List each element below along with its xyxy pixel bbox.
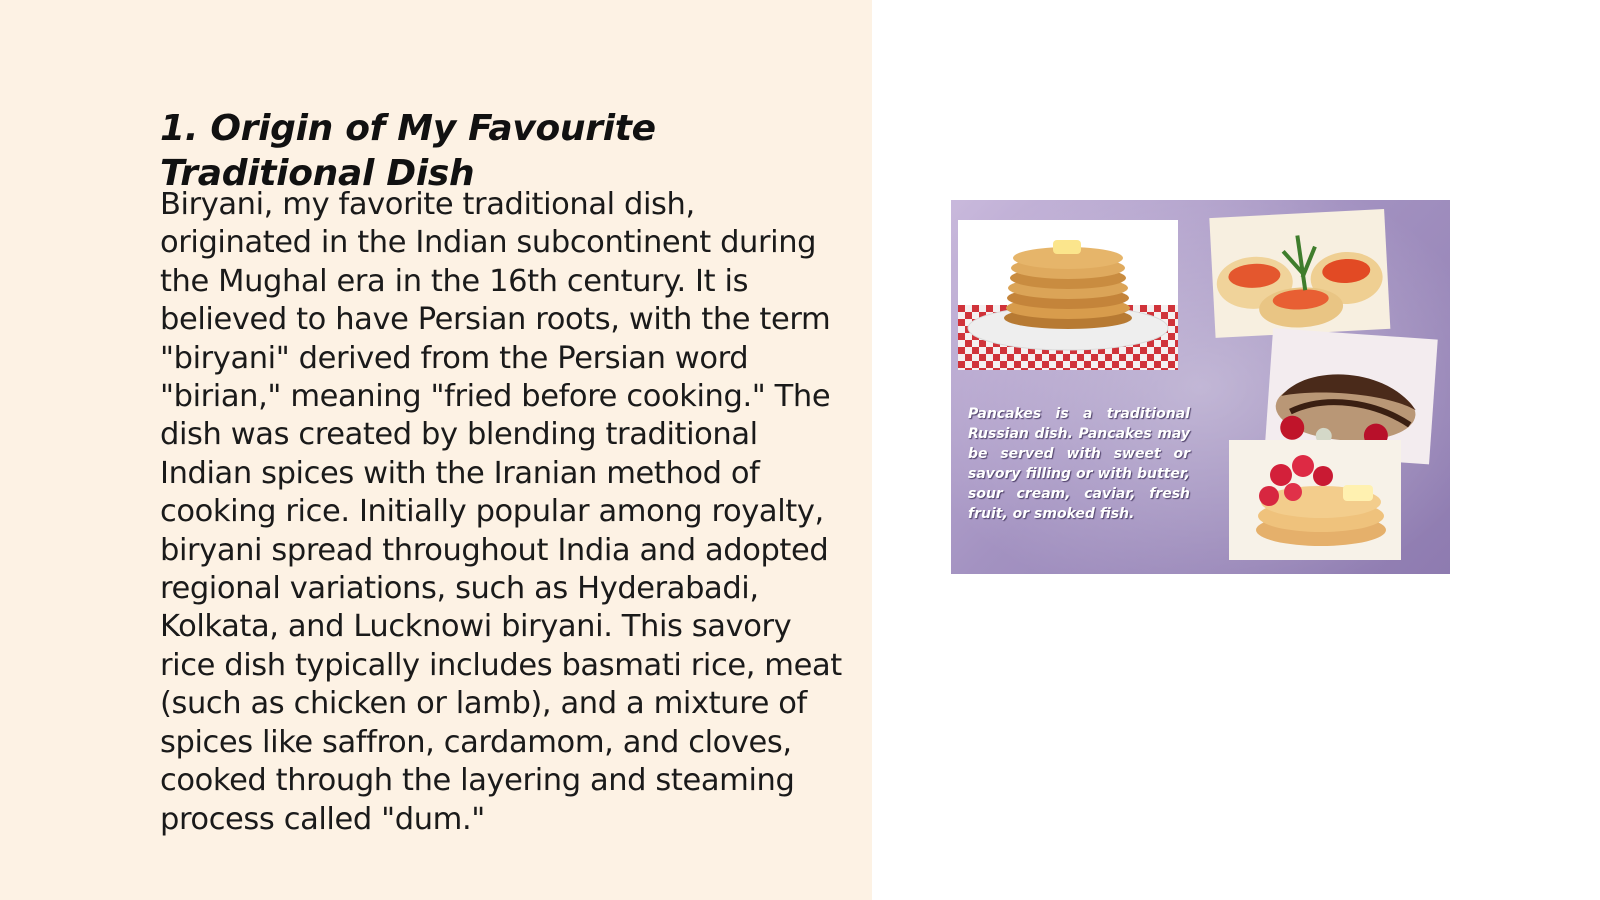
slide-title: 1. Origin of My Favourite Traditional Dish — [160, 108, 656, 194]
image-caption: Pancakes is a traditional Russian dish. Pancakes may be served with sweet or savory filling or with butter, sour cream, caviar, fresh fruit, or smoked fish. — [968, 406, 1190, 522]
raspberry-pancakes-photo — [1229, 440, 1401, 560]
pancake-stack-photo — [958, 220, 1178, 370]
slide-body-text: Biryani, my favorite traditional dish, originated in the Indian subcontinent during the Mughal era in the 16th century. It is believed to have Persian roots, with the term "biryani" derived from the Persian word "birian," meaning "fried before cooking." The dish was created by blending traditional Indian spices with the Iranian method of cooking rice. Initially popular among royalty, biryani spread throughout India and adopted regional variations, such as Hyderabadi, Kolkata, and Lucknowi biryani. This savory rice dish typically includes basmati rice, meat (such as chicken or lamb), and a mixture of spices like saffron, cardamom, and cloves, cooked through the layering and steaming process called "dum." — [160, 187, 842, 837]
pancakes-collage-image — [951, 200, 1450, 574]
caviar-pancakes-photo — [1209, 209, 1390, 338]
